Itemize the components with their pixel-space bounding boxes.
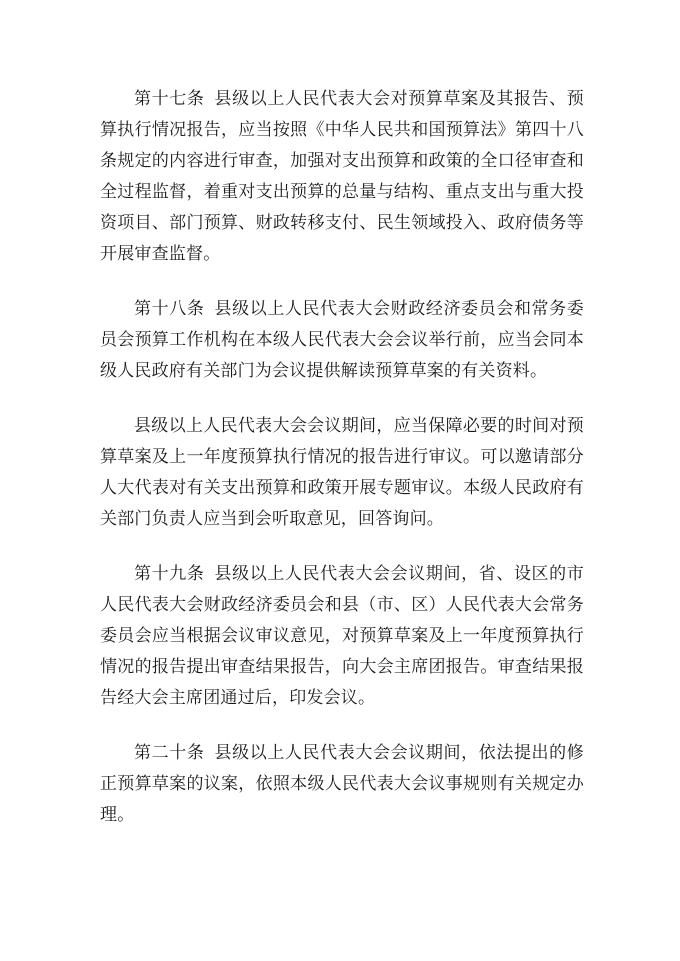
article-number: 第十七条: [134, 89, 205, 109]
article-number: 第十九条: [134, 564, 205, 584]
article-number: 第二十条: [134, 743, 205, 763]
paragraph-article-20: [100, 738, 584, 831]
paragraph-text: 县级以上人民代表大会对预算草案及其报告、预算执行情况报告，应当按照《中华人民共和国预算法》第四十八条规定的内容进行审查，加强对支出预算和政策的全口径审查和全过程监督，着重对支出预算的总量与结构、重点支出与重大投资项目、部门预算、财政转移支付、民生领域投入、政府债务等开展审查监督。: [100, 89, 584, 264]
paragraph-text: 县级以上人民代表大会会议期间，省、设区的市人民代表大会财政经济委员会和县（市、区）人民代表大会常务委员会应当根据会议审议意见，对预算草案及上一年度预算执行情况的报告提出审查结果报告，向大会主席团报告。审查结果报告经大会主席团通过后，印发会议。: [100, 564, 584, 708]
paragraph-text: 县级以上人民代表大会会议期间，依法提出的修正预算草案的议案，依照本级人民代表大会议事规则有关规定办理。: [100, 743, 584, 825]
paragraph-text: 县级以上人民代表大会会议期间，应当保障必要的时间对预算草案及上一年度预算执行情况的报告进行审议。可以邀请部分人大代表对有关支出预算和政策开展专题审议。本级人民政府有关部门负责人应当到会听取意见，回答询问。: [100, 416, 584, 529]
paragraph-article-19: [100, 559, 584, 714]
paragraph-article-18: [100, 294, 584, 387]
paragraph-article-18-clause-2: [100, 411, 584, 535]
paragraph-text: 县级以上人民代表大会财政经济委员会和常务委员会预算工作机构在本级人民代表大会会议举行前，应当会同本级人民政府有关部门为会议提供解读预算草案的有关资料。: [100, 299, 584, 381]
paragraph-article-17: [100, 84, 584, 270]
article-number: 第十八条: [134, 299, 205, 319]
